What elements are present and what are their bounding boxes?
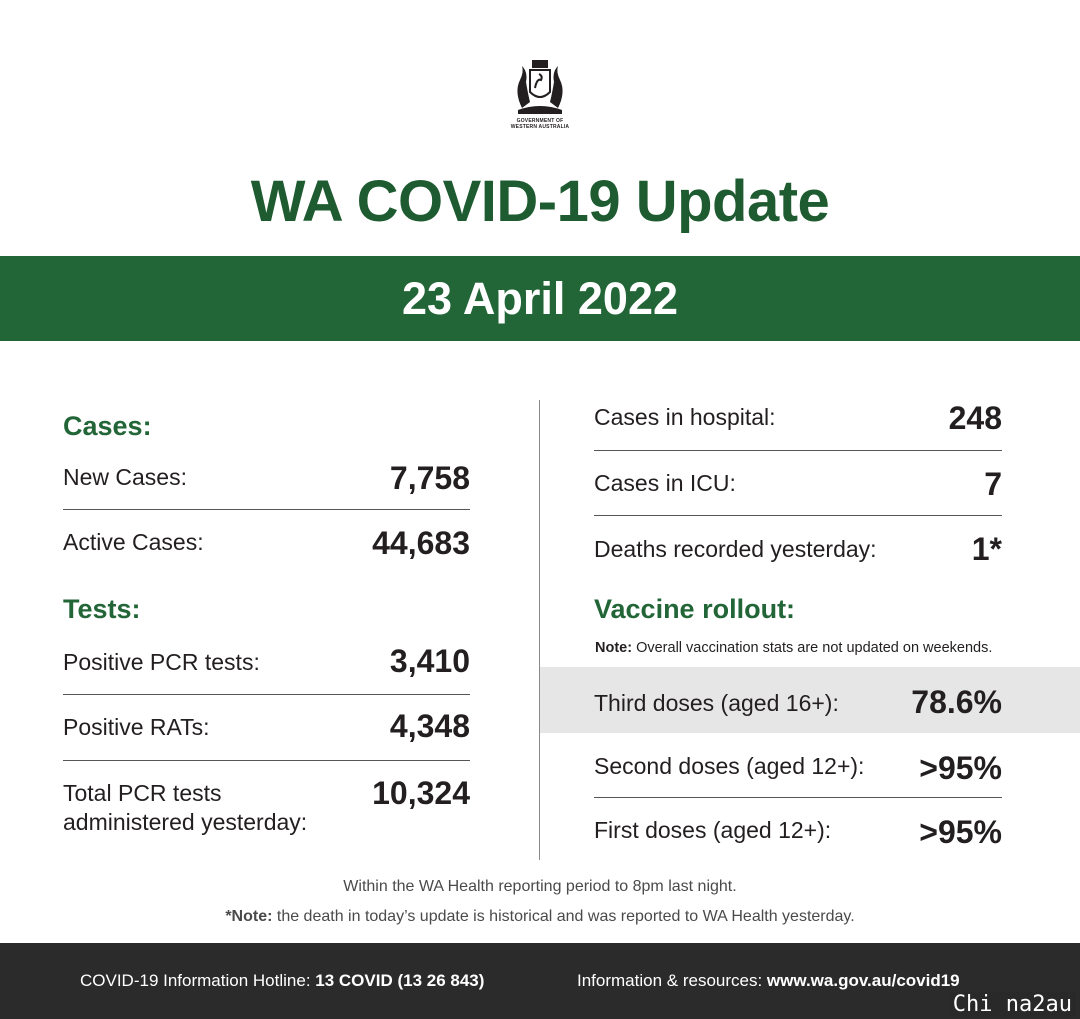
- first-doses-value: >95%: [919, 814, 1002, 850]
- active-cases-value: 44,683: [372, 525, 470, 561]
- icu-label: Cases in ICU:: [594, 470, 736, 496]
- total-pcr-label: [63, 779, 307, 837]
- new-cases-label: New Cases:: [63, 464, 187, 490]
- resources-info: [577, 971, 960, 991]
- watermark: Chi na2au: [949, 992, 1076, 1017]
- divider: [63, 509, 470, 510]
- government-crest-logo: [498, 58, 582, 138]
- hospital-value: 248: [948, 400, 1002, 436]
- positive-rats-label: Positive RATs:: [63, 714, 210, 740]
- divider: [594, 797, 1002, 798]
- active-cases-label: Active Cases:: [63, 529, 204, 555]
- page-title: WA COVID-19 Update: [250, 169, 830, 234]
- resources-link[interactable]: www.wa.gov.au/covid19: [766, 971, 960, 990]
- second-doses-value: >95%: [919, 750, 1002, 786]
- vaccine-note: [595, 640, 992, 656]
- second-doses-label: Second doses (aged 12+):: [594, 753, 865, 779]
- divider: [63, 760, 470, 761]
- total-pcr-value: 10,324: [372, 775, 470, 811]
- positive-pcr-label: Positive PCR tests:: [63, 649, 260, 675]
- divider: [594, 515, 1002, 516]
- reporting-period-note: Within the WA Health reporting period to 8pm last night.: [343, 878, 737, 895]
- death-footnote: [0, 908, 1080, 926]
- divider: [594, 450, 1002, 451]
- vaccine-heading: Vaccine rollout:: [594, 594, 796, 624]
- footer-bar: [0, 943, 1080, 1019]
- death-footnote-text: the death in today’s update is historical and was reported to WA Health yesterday.: [272, 908, 855, 925]
- hotline-number[interactable]: 13 COVID (13 26 843): [315, 971, 485, 990]
- deaths-label: Deaths recorded yesterday:: [594, 536, 877, 562]
- positive-rats-value: 4,348: [389, 708, 470, 744]
- note-label: Note:: [595, 640, 633, 656]
- third-doses-value: 78.6%: [911, 684, 1002, 720]
- cases-heading: Cases:: [63, 411, 152, 441]
- new-cases-value: 7,758: [389, 460, 470, 496]
- date-banner: 23 April 2022: [0, 256, 1080, 341]
- resources-label: Information & resources:: [577, 971, 767, 990]
- logo-text-line2: WESTERN AUSTRALIA: [510, 124, 570, 130]
- first-doses-label: First doses (aged 12+):: [594, 817, 832, 843]
- coat-of-arms-icon: [508, 58, 572, 118]
- third-doses-label: Third doses (aged 16+):: [594, 690, 839, 716]
- hospital-label: Cases in hospital:: [594, 404, 776, 430]
- icu-value: 7: [984, 466, 1002, 502]
- deaths-value: 1*: [971, 531, 1002, 567]
- column-divider: [539, 400, 540, 860]
- logo-text-line1: GOVERNMENT OF: [516, 118, 564, 124]
- positive-pcr-value: 3,410: [389, 643, 470, 679]
- total-pcr-label-line1: Total PCR tests: [63, 780, 222, 806]
- total-pcr-label-line2: administered yesterday:: [63, 809, 308, 835]
- note-text: Overall vaccination stats are not updated on weekends.: [632, 640, 993, 656]
- hotline-label: COVID-19 Information Hotline:: [80, 971, 316, 990]
- hotline-info: [80, 971, 484, 991]
- death-footnote-label: *Note:: [225, 908, 273, 925]
- divider: [63, 694, 470, 695]
- tests-heading: Tests:: [63, 594, 141, 624]
